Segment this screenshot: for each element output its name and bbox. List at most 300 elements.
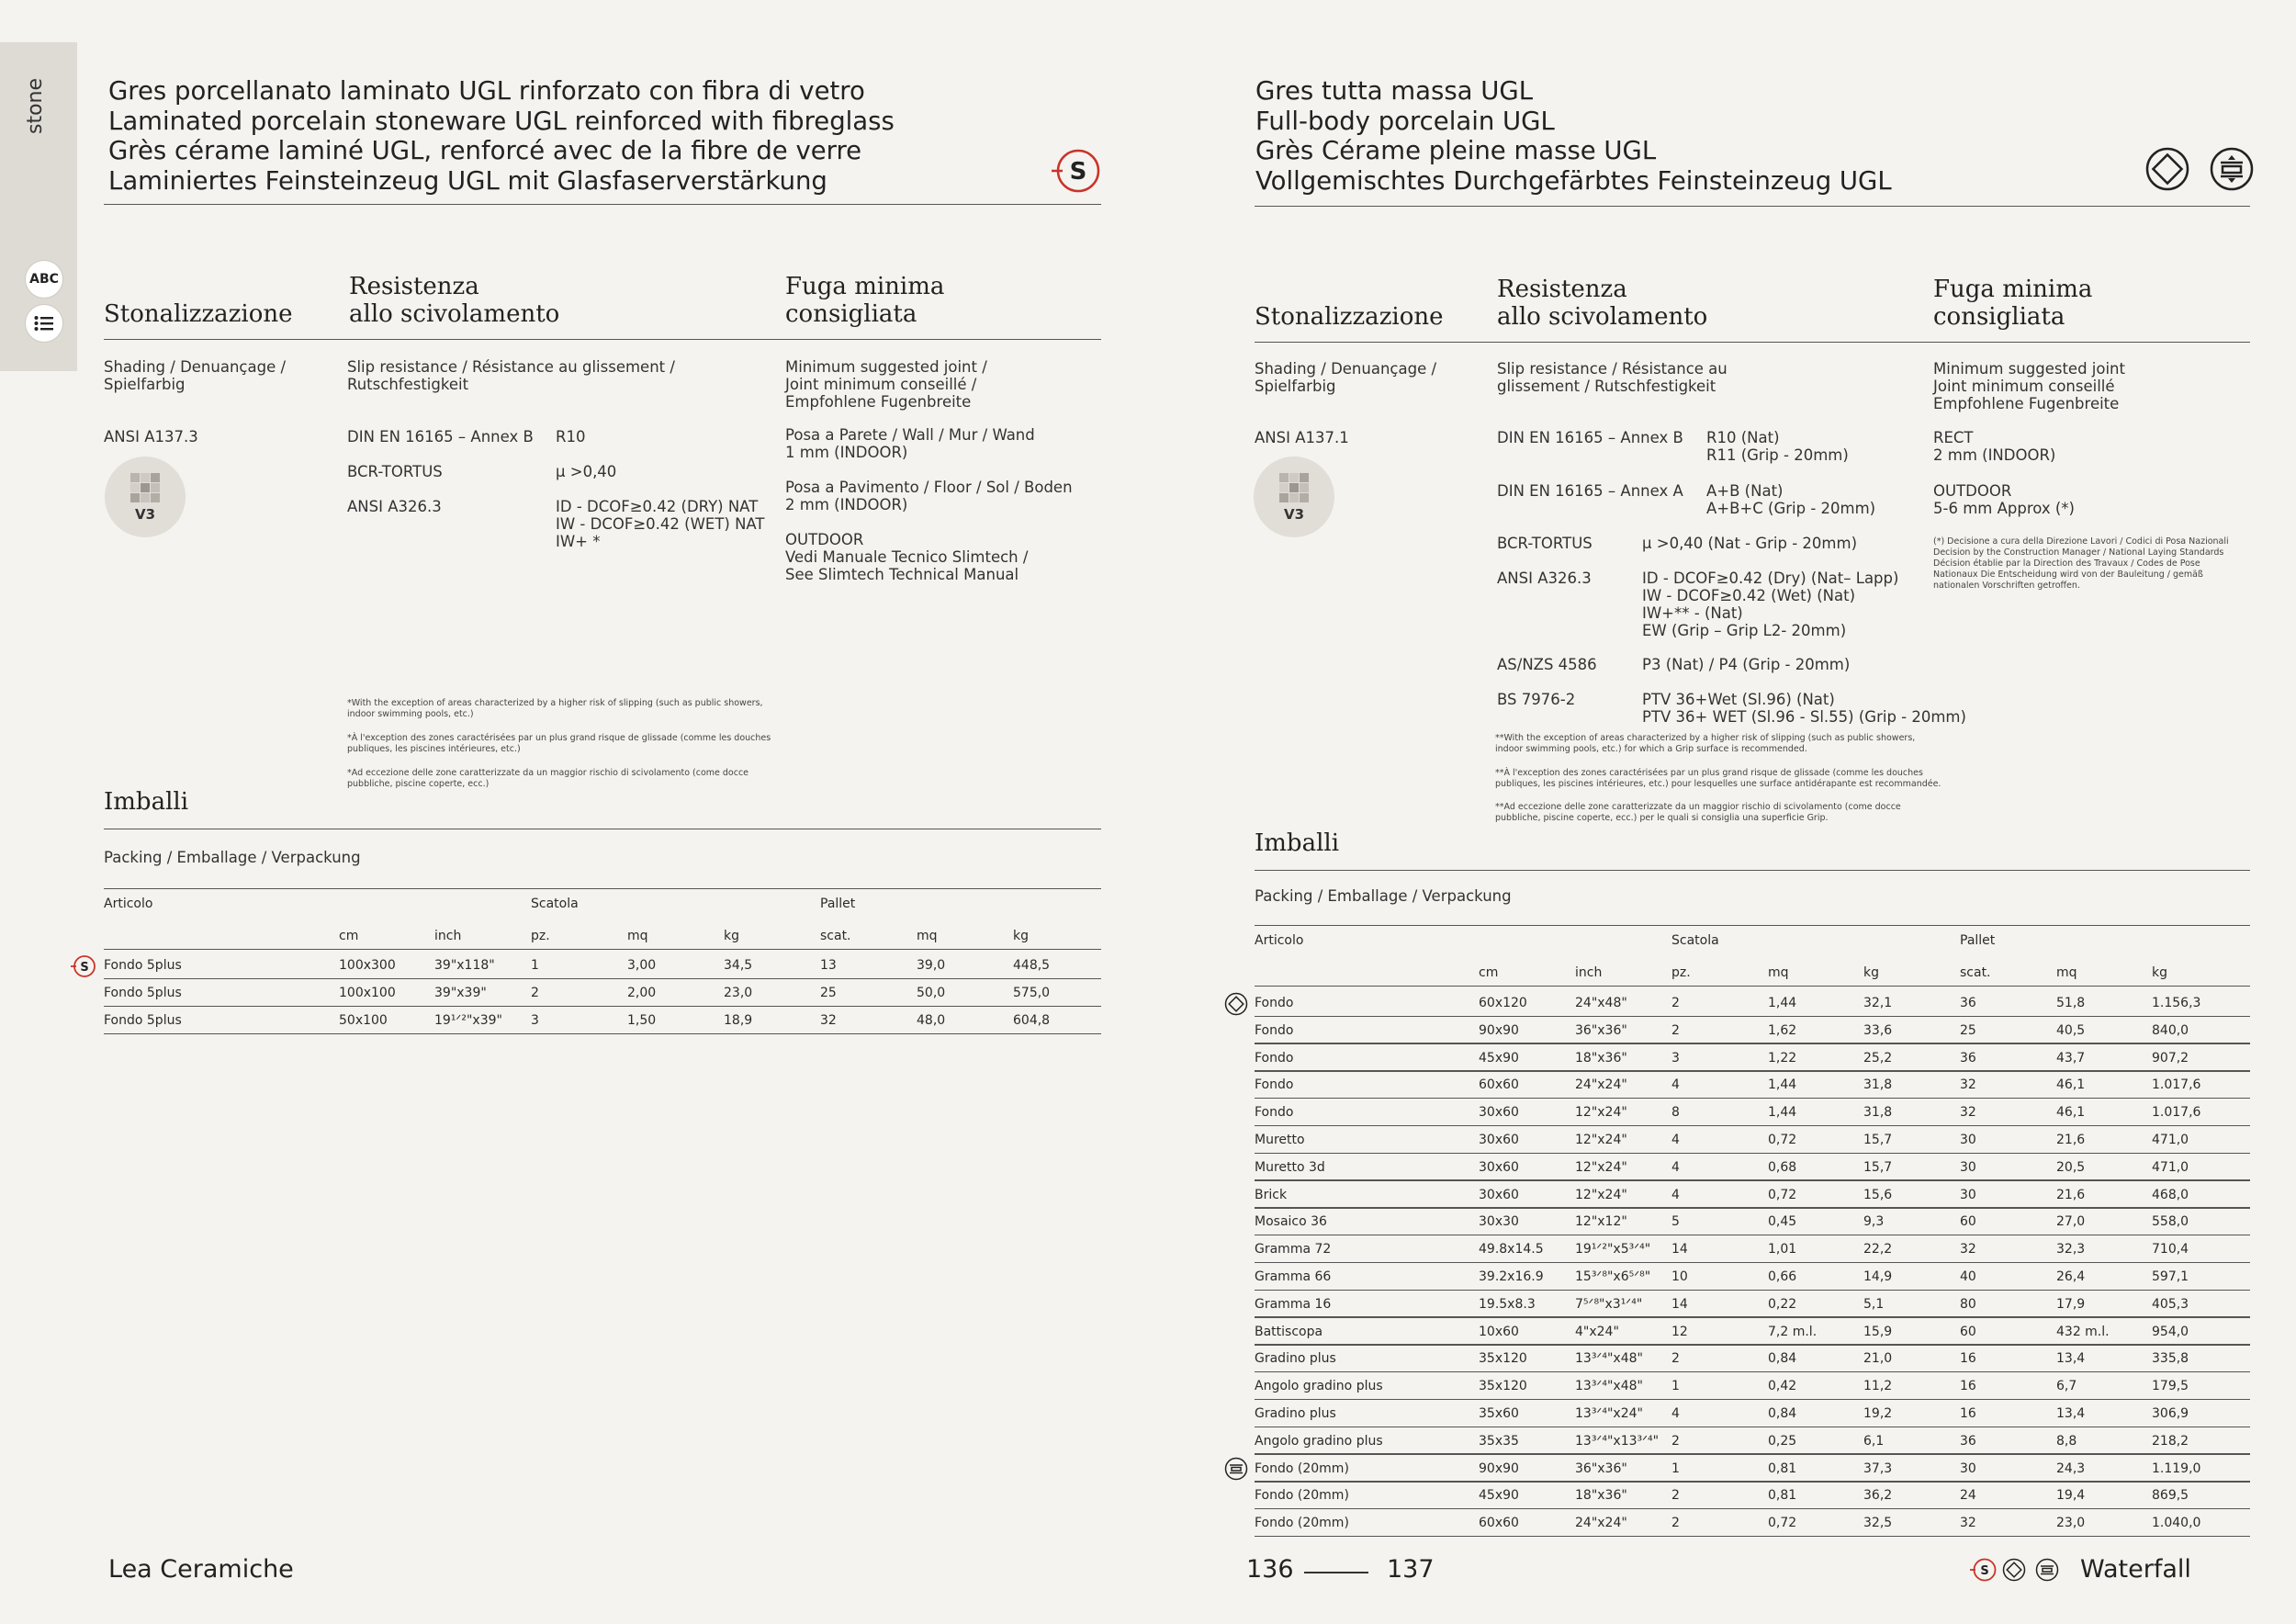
table-cell: 32,1 bbox=[1863, 996, 1893, 1010]
row-separator bbox=[1255, 1153, 2250, 1155]
table-row bbox=[1255, 1100, 2250, 1126]
title-rule bbox=[1255, 206, 2250, 207]
table-row bbox=[1255, 1373, 2250, 1400]
table-cell: 12"x24" bbox=[1575, 1133, 1627, 1147]
full-body-diamond-icon bbox=[2002, 1558, 2026, 1585]
table-cell: 60x60 bbox=[1479, 1077, 1519, 1093]
table-cell: 40 bbox=[1960, 1269, 1976, 1284]
table-cell: 90x90 bbox=[1479, 1022, 1519, 1038]
table-cell: 36 bbox=[1960, 1050, 1976, 1066]
thickness-20mm-icon bbox=[2210, 147, 2254, 195]
sidebar-label: stone bbox=[24, 77, 47, 134]
table-cell: 0,68 bbox=[1768, 1159, 1797, 1175]
table-cell: 0,84 bbox=[1768, 1406, 1797, 1421]
table-cell: 51,8 bbox=[2056, 996, 2086, 1010]
table-cell: 17,9 bbox=[2056, 1296, 2086, 1312]
table-cell: 13³ᐟ⁴"x13³ᐟ⁴" bbox=[1575, 1433, 1660, 1449]
table-cell: 432 m.l. bbox=[2056, 1324, 2110, 1339]
table-cell: Angolo gradino plus bbox=[1255, 1433, 1383, 1449]
table-cell: 12"x24" bbox=[1575, 1187, 1627, 1202]
table-cell: Mosaico 36 bbox=[1255, 1214, 1327, 1230]
shading-subtitle: Shading / Denuançage / Spielfarbig bbox=[1255, 360, 1437, 395]
table-cell: 0,22 bbox=[1768, 1296, 1797, 1312]
table-cell: 2 bbox=[1671, 1022, 1680, 1038]
table-cell: 6,7 bbox=[2056, 1379, 2077, 1394]
table-group-header: Articolo Scatola Pallet bbox=[1255, 933, 1996, 948]
svg-text:S: S bbox=[80, 961, 89, 975]
svg-text:S: S bbox=[1980, 1564, 1989, 1578]
slip-value: ID - DCOF≥0.42 (Dry) (Nat– Lapp) IW - DCOF≥0.42 (Wet) (Nat) IW+** - (Nat) EW (Grip – Grip L2- 20mm) bbox=[1642, 570, 1899, 639]
table-cell: 12"x24" bbox=[1575, 1159, 1627, 1175]
table-cell: 710,4 bbox=[2152, 1242, 2189, 1257]
slip-value: μ >0,40 bbox=[556, 463, 617, 480]
table-cell: 306,9 bbox=[2152, 1406, 2189, 1421]
table-cell: 35x120 bbox=[1479, 1379, 1527, 1394]
table-cell: 16 bbox=[1960, 1379, 1976, 1394]
table-cell: 1,22 bbox=[1768, 1050, 1797, 1066]
table-cell: 32,5 bbox=[1863, 1516, 1893, 1531]
table-cell: 869,5 bbox=[2152, 1488, 2189, 1504]
row-separator bbox=[1255, 1427, 2250, 1428]
table-cell: 3 bbox=[1671, 1050, 1680, 1066]
joint-heading: Fuga minima consigliata bbox=[1933, 276, 2093, 331]
table-cell: 25,2 bbox=[1863, 1050, 1893, 1066]
joint-outdoor: OUTDOOR Vedi Manuale Tecnico Slimtech / See Slimtech Technical Manual bbox=[785, 531, 1029, 583]
slip-heading: Resistenza allo scivolamento bbox=[349, 273, 560, 328]
table-cell: 32,3 bbox=[2056, 1242, 2086, 1257]
joint-outdoor: OUTDOOR 5-6 mm Approx (*) bbox=[1933, 482, 2075, 517]
footnote: *Ad eccezione delle zone caratterizzate da un maggior rischio di scivolamento (come docce pubbliche, piscine coperte, ecc.) bbox=[347, 768, 749, 789]
table-cell: 49.8x14.5 bbox=[1479, 1242, 1544, 1257]
table-row bbox=[1255, 1072, 2250, 1099]
table-cell: 36"x36" bbox=[1575, 1022, 1627, 1038]
table-cell: 32 bbox=[1960, 1105, 1976, 1121]
table-cell: 4 bbox=[1671, 1133, 1680, 1147]
table-cell: 1 bbox=[1671, 1460, 1680, 1476]
slip-std: DIN EN 16165 – Annex B bbox=[1497, 429, 1683, 446]
heading-rule bbox=[104, 339, 1101, 340]
table-row bbox=[1255, 1018, 2250, 1044]
table-row bbox=[1255, 1510, 2250, 1537]
table-cell: 1,44 bbox=[1768, 1077, 1797, 1093]
full-body-diamond-icon bbox=[1224, 992, 1248, 1020]
joint-subtitle: Minimum suggested joint / Joint minimum conseillé / Empfohlene Fugenbreite bbox=[785, 358, 987, 411]
packing-rule bbox=[1255, 870, 2250, 871]
table-cell: 1,01 bbox=[1768, 1242, 1797, 1257]
slip-value: R10 bbox=[556, 428, 586, 445]
shading-pattern-icon bbox=[130, 473, 160, 502]
table-cell: 33,6 bbox=[1863, 1022, 1893, 1038]
table-cell: 0,25 bbox=[1768, 1433, 1797, 1449]
table-cell: 32 bbox=[1960, 1242, 1976, 1257]
row-separator bbox=[1255, 1316, 2250, 1318]
slip-value: PTV 36+Wet (Sl.96) (Nat) PTV 36+ WET (Sl.96 - Sl.55) (Grip - 20mm) bbox=[1642, 691, 1966, 726]
table-cell: 36 bbox=[1960, 1433, 1976, 1449]
table-cell: 60 bbox=[1960, 1214, 1976, 1230]
table-row bbox=[1255, 1127, 2250, 1154]
table-cell: 179,5 bbox=[2152, 1379, 2189, 1394]
table-cell: 25 bbox=[1960, 1022, 1976, 1038]
table-cell: 1 bbox=[1671, 1379, 1680, 1394]
table-cell: 0,84 bbox=[1768, 1351, 1797, 1367]
joint-subtitle: Minimum suggested joint Joint minimum conseillé Empfohlene Fugenbreite bbox=[1933, 360, 2125, 412]
table-cell: 45x90 bbox=[1479, 1050, 1519, 1066]
table-cell: 22,2 bbox=[1863, 1242, 1893, 1257]
table-cell: 1.119,0 bbox=[2152, 1460, 2201, 1476]
table-cell: 954,0 bbox=[2152, 1324, 2189, 1339]
table-cell: 5 bbox=[1671, 1214, 1680, 1230]
table-row bbox=[1255, 1236, 2250, 1263]
table-cell: 15,7 bbox=[1863, 1133, 1893, 1147]
table-row bbox=[1255, 1209, 2250, 1235]
joint-floor: Posa a Pavimento / Floor / Sol / Boden 2 mm (INDOOR) bbox=[785, 479, 1073, 513]
joint-footnote: (*) Decisione a cura della Direzione Lavori / Codici di Posa Nazionali Decision by the Construction Manager / National Laying Standards Décision établie par la Direction des Travaux / Codes de Pose Nationaux Die Entscheidung wird von der Bauleitung / gemäß nationalen Vorschriften getroffen. bbox=[1933, 536, 2229, 591]
table-cell: 80 bbox=[1960, 1296, 1976, 1312]
thickness-20mm-icon bbox=[1224, 1457, 1248, 1484]
slip-std: BS 7976-2 bbox=[1497, 691, 1576, 708]
table-cell: 40,5 bbox=[2056, 1022, 2086, 1038]
shading-subtitle: Shading / Denuançage / Spielfarbig bbox=[104, 358, 287, 393]
slip-value: ID - DCOF≥0.42 (DRY) NAT IW - DCOF≥0.42 (WET) NAT IW+ * bbox=[556, 498, 765, 550]
row-separator bbox=[1255, 1016, 2250, 1018]
slip-subtitle: Slip resistance / Résistance au glissement / Rutschfestigkeit bbox=[1497, 360, 1728, 395]
table-cell: 11,2 bbox=[1863, 1379, 1893, 1394]
table-cell: 468,0 bbox=[2152, 1187, 2189, 1202]
table-cell: Battiscopa bbox=[1255, 1324, 1323, 1339]
joint-wall: Posa a Parete / Wall / Mur / Wand 1 mm (INDOOR) bbox=[785, 426, 1035, 461]
table-row: Fondo 5plus 100x300 39"x118" 1 3,00 34,5 13 39,0 448,5 bbox=[104, 953, 1101, 979]
row-separator bbox=[1255, 1262, 2250, 1264]
table-cell: 30x60 bbox=[1479, 1133, 1519, 1147]
table-cell: 6,1 bbox=[1863, 1433, 1885, 1449]
table-cell: 558,0 bbox=[2152, 1214, 2189, 1230]
table-cell: 2 bbox=[1671, 1516, 1680, 1531]
table-cell: 335,8 bbox=[2152, 1351, 2189, 1367]
table-row bbox=[1255, 1428, 2250, 1455]
table-cell: 36,2 bbox=[1863, 1488, 1893, 1504]
table-cell: 90x90 bbox=[1479, 1460, 1519, 1476]
svg-text:S: S bbox=[1069, 158, 1087, 186]
table-cell: 30x30 bbox=[1479, 1214, 1519, 1230]
table-cell: 2 bbox=[1671, 1351, 1680, 1367]
table-cell: 1.156,3 bbox=[2152, 996, 2201, 1010]
shading-grade: V3 bbox=[134, 506, 156, 523]
table-cell: 12"x24" bbox=[1575, 1105, 1627, 1121]
table-cell: 13³ᐟ⁴"x48" bbox=[1575, 1351, 1643, 1367]
table-row bbox=[1255, 1456, 2250, 1483]
slip-std: AS/NZS 4586 bbox=[1497, 656, 1597, 673]
table-cell: 24,3 bbox=[2056, 1460, 2086, 1476]
table-cell: 36 bbox=[1960, 996, 1976, 1010]
row-separator bbox=[1255, 1399, 2250, 1401]
table-row bbox=[1255, 1291, 2250, 1318]
table-cell: Gramma 66 bbox=[1255, 1269, 1332, 1284]
table-cell: 24"x48" bbox=[1575, 996, 1627, 1010]
table-row: Fondo 5plus 100x100 39"x39" 2 2,00 23,0 25 50,0 575,0 bbox=[104, 980, 1101, 1007]
table-cell: 20,5 bbox=[2056, 1159, 2086, 1175]
table-cell: 30x60 bbox=[1479, 1105, 1519, 1121]
table-cell: 0,72 bbox=[1768, 1187, 1797, 1202]
slip-value: P3 (Nat) / P4 (Grip - 20mm) bbox=[1642, 656, 1851, 673]
table-cell: 30x60 bbox=[1479, 1159, 1519, 1175]
table-cell: 36"x36" bbox=[1575, 1460, 1627, 1476]
joint-rect: RECT 2 mm (INDOOR) bbox=[1933, 429, 2056, 464]
table-cell: 2 bbox=[1671, 996, 1680, 1010]
table-cell: 12"x12" bbox=[1575, 1214, 1627, 1230]
shading-pattern-icon bbox=[1279, 473, 1309, 502]
table-cell: 0,72 bbox=[1768, 1133, 1797, 1147]
table-cell: 27,0 bbox=[2056, 1214, 2086, 1230]
table-cell: 13,4 bbox=[2056, 1351, 2086, 1367]
table-cell: 30 bbox=[1960, 1133, 1976, 1147]
slip-std: DIN EN 16165 – Annex A bbox=[1497, 482, 1683, 500]
slip-std: BCR-TORTUS bbox=[1497, 535, 1593, 552]
slip-value: R10 (Nat) R11 (Grip - 20mm) bbox=[1706, 429, 1849, 464]
collection-name: Waterfall bbox=[2080, 1555, 2191, 1584]
joint-heading: Fuga minima consigliata bbox=[785, 273, 945, 328]
table-cell: Fondo bbox=[1255, 1050, 1294, 1066]
packing-subtitle: Packing / Emballage / Verpackung bbox=[104, 849, 361, 866]
table-cell: 21,6 bbox=[2056, 1133, 2086, 1147]
table-cell: Gradino plus bbox=[1255, 1351, 1336, 1367]
table-cell: Muretto bbox=[1255, 1133, 1305, 1147]
table-cell: 0,45 bbox=[1768, 1214, 1797, 1230]
table-cell: Fondo (20mm) bbox=[1255, 1488, 1349, 1504]
table-cell: 10x60 bbox=[1479, 1324, 1519, 1339]
footnote: **Ad eccezione delle zone caratterizzate da un maggior rischio di scivolamento (come docce pubbliche, piscine coperte, ecc.) per le quali si consiglia una superficie Grip. bbox=[1495, 802, 1901, 823]
row-separator bbox=[1255, 1508, 2250, 1510]
table-cell: 1.017,6 bbox=[2152, 1077, 2201, 1093]
table-cell: 24 bbox=[1960, 1488, 1976, 1504]
slimtech-s-icon bbox=[1050, 147, 1101, 195]
row-separator bbox=[1255, 1179, 2250, 1181]
slip-std: ANSI A326.3 bbox=[347, 498, 442, 515]
table-cell: 597,1 bbox=[2152, 1269, 2189, 1284]
table-row bbox=[1255, 1045, 2250, 1072]
table-cell: 13³ᐟ⁴"x24" bbox=[1575, 1406, 1643, 1421]
table-cell: 1,44 bbox=[1768, 996, 1797, 1010]
table-cell: 14 bbox=[1671, 1242, 1688, 1257]
row-separator bbox=[1255, 1344, 2250, 1346]
right-title: Gres tutta massa UGL Full-body porcelain UGL Grès Cérame pleine masse UGL Vollgemischtes Durchgefärbtes Feinsteinzeug UGL bbox=[1255, 76, 1892, 196]
table-row bbox=[1255, 1483, 2250, 1509]
table-cell: 14 bbox=[1671, 1296, 1688, 1312]
table-cell: 30 bbox=[1960, 1460, 1976, 1476]
table-top-rule bbox=[1255, 925, 2250, 926]
table-cell: 35x35 bbox=[1479, 1433, 1519, 1449]
table-cell: 24"x24" bbox=[1575, 1516, 1627, 1531]
abc-index-button[interactable]: ABC bbox=[25, 260, 63, 299]
row-separator bbox=[1255, 1235, 2250, 1236]
table-cell: 21,0 bbox=[1863, 1351, 1893, 1367]
table-cell: 30x60 bbox=[1479, 1187, 1519, 1202]
slip-std: BCR-TORTUS bbox=[347, 463, 443, 480]
row-separator bbox=[1255, 1371, 2250, 1373]
table-cell: 4"x24" bbox=[1575, 1324, 1619, 1339]
table-cell: 9,3 bbox=[1863, 1214, 1885, 1230]
table-cell: 16 bbox=[1960, 1406, 1976, 1421]
table-cell: 19.5x8.3 bbox=[1479, 1296, 1536, 1312]
table-cell: 840,0 bbox=[2152, 1022, 2189, 1038]
footnote: *À l'exception des zones caractérisées par un plus grand risque de glissade (comme les douches publiques, les piscines intérieures, etc.) bbox=[347, 733, 771, 754]
table-cell: 5,1 bbox=[1863, 1296, 1885, 1312]
table-cell: Fondo (20mm) bbox=[1255, 1460, 1349, 1476]
table-cell: 471,0 bbox=[2152, 1159, 2189, 1175]
full-body-diamond-icon bbox=[2145, 147, 2189, 195]
table-cell: 35x120 bbox=[1479, 1351, 1527, 1367]
row-separator bbox=[1255, 1207, 2250, 1209]
table-cell: Fondo bbox=[1255, 1077, 1294, 1093]
packing-subtitle: Packing / Emballage / Verpackung bbox=[1255, 887, 1512, 905]
table-cell: 21,6 bbox=[2056, 1187, 2086, 1202]
table-cell: 19,2 bbox=[1863, 1406, 1893, 1421]
slimtech-s-icon bbox=[1969, 1557, 1997, 1586]
packing-title: Imballi bbox=[104, 788, 189, 816]
table-row bbox=[1255, 1264, 2250, 1291]
footnote: **À l'exception des zones caractérisées par un plus grand risque de glissade (comme les douches publiques, les piscines intérieures, etc.) pour lesquelles une surface antidérapante est recommandée. bbox=[1495, 768, 1941, 789]
shading-standard: ANSI A137.3 bbox=[104, 428, 198, 445]
slip-subtitle: Slip resistance / Résistance au glissement / Rutschfestigkeit bbox=[347, 358, 675, 393]
shading-badge bbox=[105, 457, 186, 537]
row-separator bbox=[1255, 1453, 2250, 1455]
table-cell: 12 bbox=[1671, 1324, 1688, 1339]
table-cell: 1.040,0 bbox=[2152, 1516, 2201, 1531]
table-cell: 46,1 bbox=[2056, 1105, 2086, 1121]
table-row bbox=[1255, 1346, 2250, 1372]
table-cell: 7⁵ᐟ⁸"x3¹ᐟ⁴" bbox=[1575, 1296, 1643, 1312]
table-cell: Fondo bbox=[1255, 1105, 1294, 1121]
list-icon[interactable] bbox=[25, 304, 63, 343]
table-cell: Gramma 72 bbox=[1255, 1242, 1332, 1257]
table-row bbox=[1255, 1155, 2250, 1181]
table-cell: 60x60 bbox=[1479, 1516, 1519, 1531]
left-title: Gres porcellanato laminato UGL rinforzato con fibra di vetro Laminated porcelain stoneware UGL reinforced with fibreglass Grès cérame laminé UGL, renforcé avec de la fibre de verre Laminiertes Feinsteinzeug UGL mit Glasfaserverstärkung bbox=[108, 76, 895, 196]
title-rule bbox=[104, 204, 1101, 205]
table-column-header: cm inch pz. mq kg scat. mq kg bbox=[1255, 960, 2250, 987]
table-cell: 60 bbox=[1960, 1324, 1976, 1339]
table-cell: 32 bbox=[1960, 1077, 1976, 1093]
table-cell: 471,0 bbox=[2152, 1133, 2189, 1147]
table-cell: 15,9 bbox=[1863, 1324, 1893, 1339]
table-cell: 26,4 bbox=[2056, 1269, 2086, 1284]
table-cell: Gramma 16 bbox=[1255, 1296, 1332, 1312]
table-top-rule bbox=[104, 888, 1101, 889]
table-cell: 4 bbox=[1671, 1406, 1680, 1421]
table-cell: 14,9 bbox=[1863, 1269, 1893, 1284]
table-cell: 8,8 bbox=[2056, 1433, 2077, 1449]
table-cell: 2 bbox=[1671, 1433, 1680, 1449]
table-cell: 13,4 bbox=[2056, 1406, 2086, 1421]
table-cell: 31,8 bbox=[1863, 1077, 1893, 1093]
table-cell: 0,42 bbox=[1768, 1379, 1797, 1394]
table-cell: Muretto 3d bbox=[1255, 1159, 1325, 1175]
table-row bbox=[1255, 1401, 2250, 1427]
shading-grade: V3 bbox=[1283, 506, 1305, 523]
slip-std: ANSI A326.3 bbox=[1497, 570, 1592, 587]
row-separator bbox=[1255, 1481, 2250, 1483]
table-cell: 0,81 bbox=[1768, 1460, 1797, 1476]
table-cell: 18"x36" bbox=[1575, 1488, 1627, 1504]
thickness-20mm-icon bbox=[2035, 1558, 2059, 1585]
table-cell: 405,3 bbox=[2152, 1296, 2189, 1312]
table-cell: 4 bbox=[1671, 1159, 1680, 1175]
table-cell: 15³ᐟ⁸"x6⁵ᐟ⁸" bbox=[1575, 1269, 1651, 1284]
table-row: Fondo 5plus 50x100 19¹ᐟ²"x39" 3 1,50 18,9 32 48,0 604,8 bbox=[104, 1008, 1101, 1034]
slip-value: μ >0,40 (Nat - Grip - 20mm) bbox=[1642, 535, 1858, 552]
shading-badge bbox=[1254, 457, 1334, 537]
table-cell: 19¹ᐟ²"x5³ᐟ⁴" bbox=[1575, 1242, 1651, 1257]
row-separator bbox=[1255, 1098, 2250, 1100]
table-cell: 10 bbox=[1671, 1269, 1688, 1284]
slip-heading: Resistenza allo scivolamento bbox=[1497, 276, 1708, 331]
packing-title: Imballi bbox=[1255, 829, 1340, 857]
table-cell: 8 bbox=[1671, 1105, 1680, 1121]
table-cell: 35x60 bbox=[1479, 1406, 1519, 1421]
row-separator bbox=[1255, 1536, 2250, 1538]
table-cell: Fondo (20mm) bbox=[1255, 1516, 1349, 1531]
table-cell: Fondo bbox=[1255, 996, 1294, 1010]
table-cell: 0,72 bbox=[1768, 1516, 1797, 1531]
table-cell: Gradino plus bbox=[1255, 1406, 1336, 1421]
shading-standard: ANSI A137.1 bbox=[1255, 429, 1349, 446]
page-divider bbox=[1304, 1572, 1368, 1573]
table-cell: Angolo gradino plus bbox=[1255, 1379, 1383, 1394]
brand-name: Lea Ceramiche bbox=[108, 1555, 294, 1584]
heading-rule bbox=[1255, 342, 2250, 343]
table-cell: 46,1 bbox=[2056, 1077, 2086, 1093]
table-cell: 0,66 bbox=[1768, 1269, 1797, 1284]
table-cell: 30 bbox=[1960, 1159, 1976, 1175]
shading-heading: Stonalizzazione bbox=[1255, 303, 1444, 331]
table-row bbox=[1255, 1182, 2250, 1209]
table-cell: 15,7 bbox=[1863, 1159, 1893, 1175]
page-number-right: 137 bbox=[1387, 1555, 1435, 1584]
table-cell: 7,2 m.l. bbox=[1768, 1324, 1818, 1339]
table-cell: 16 bbox=[1960, 1351, 1976, 1367]
table-cell: 13³ᐟ⁴"x48" bbox=[1575, 1379, 1643, 1394]
table-cell: 30 bbox=[1960, 1187, 1976, 1202]
table-cell: Brick bbox=[1255, 1187, 1288, 1202]
table-cell: 0,81 bbox=[1768, 1488, 1797, 1504]
table-cell: 23,0 bbox=[2056, 1516, 2086, 1531]
slip-std: DIN EN 16165 – Annex B bbox=[347, 428, 534, 445]
table-group-header: Articolo Scatola Pallet bbox=[104, 897, 856, 911]
table-cell: 60x120 bbox=[1479, 996, 1527, 1010]
table-cell: 31,8 bbox=[1863, 1105, 1893, 1121]
table-cell: 218,2 bbox=[2152, 1433, 2189, 1449]
table-cell: 24"x24" bbox=[1575, 1077, 1627, 1093]
row-separator bbox=[1255, 1125, 2250, 1127]
table-cell: 18"x36" bbox=[1575, 1050, 1627, 1066]
table-cell: 4 bbox=[1671, 1077, 1680, 1093]
table-cell: 32 bbox=[1960, 1516, 1976, 1531]
slip-value: A+B (Nat) A+B+C (Grip - 20mm) bbox=[1706, 482, 1876, 517]
row-separator bbox=[1255, 1290, 2250, 1291]
table-row bbox=[1255, 990, 2250, 1017]
table-column-header: cm inch pz. mq kg scat. mq kg bbox=[104, 923, 1101, 950]
table-cell: 45x90 bbox=[1479, 1488, 1519, 1504]
table-cell: 1.017,6 bbox=[2152, 1105, 2201, 1121]
table-cell: 1,44 bbox=[1768, 1105, 1797, 1121]
table-row bbox=[1255, 1319, 2250, 1346]
row-separator bbox=[1255, 1070, 2250, 1072]
table-cell: 4 bbox=[1671, 1187, 1680, 1202]
table-cell: 43,7 bbox=[2056, 1050, 2086, 1066]
table-cell: Fondo bbox=[1255, 1022, 1294, 1038]
slimtech-s-icon bbox=[70, 954, 97, 982]
shading-heading: Stonalizzazione bbox=[104, 300, 293, 328]
page-number-left: 136 bbox=[1246, 1555, 1294, 1584]
